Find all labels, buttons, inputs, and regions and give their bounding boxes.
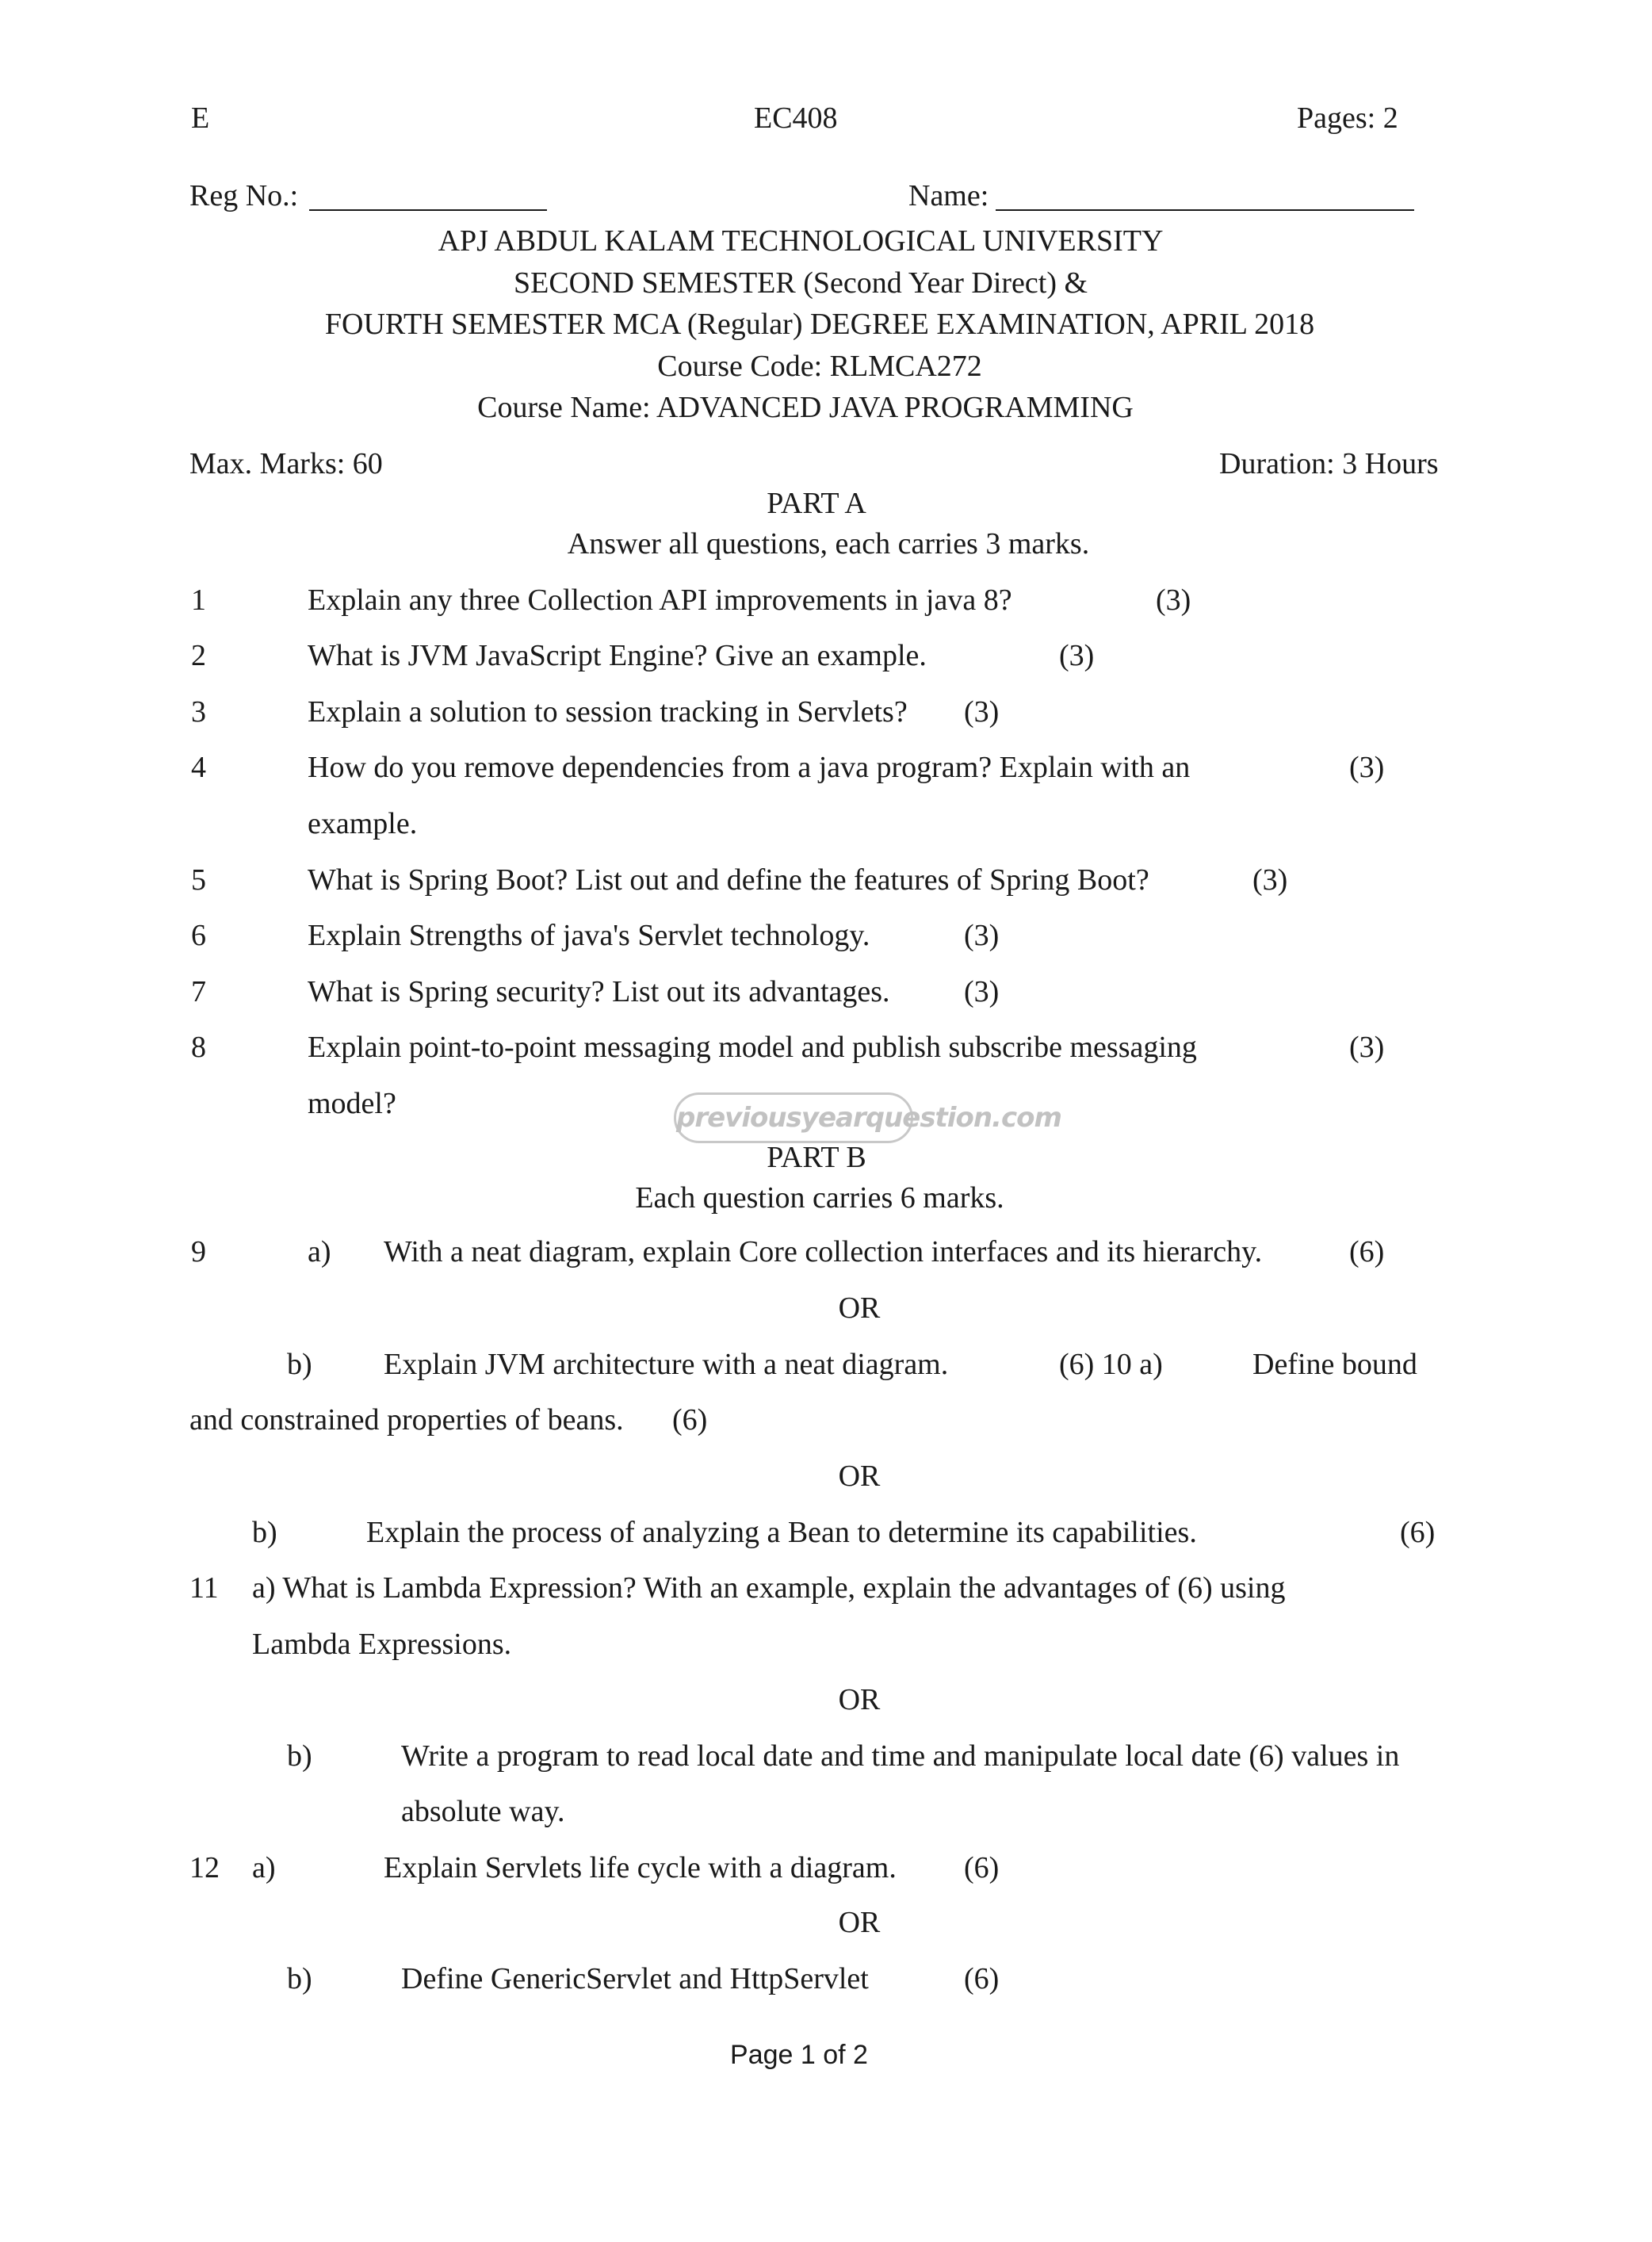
reg-no-field[interactable] [309, 209, 547, 211]
max-marks: Max. Marks: 60 [189, 447, 383, 480]
question-text: What is Spring Boot? List out and define the features of Spring Boot? [308, 863, 1149, 897]
name-field[interactable] [996, 209, 1414, 211]
question-marks: (6) [672, 1403, 708, 1437]
exam-title: FOURTH SEMESTER MCA (Regular) DEGREE EXAMINATION, APRIL 2018 [324, 308, 1315, 341]
name-label: Name: [908, 179, 989, 212]
question-text: Define bound [1252, 1348, 1417, 1381]
question-text: How do you remove dependencies from a java program? Explain with an [308, 751, 1191, 784]
question-number: 2 [191, 639, 206, 672]
exam-code: EC408 [754, 101, 838, 135]
question-text-continued: example. [308, 807, 418, 840]
pages-count: Pages: 2 [1297, 101, 1398, 135]
semester-line: SECOND SEMESTER (Second Year Direct) & [513, 266, 1088, 300]
question-text: Explain JVM architecture with a neat diagram. [384, 1348, 949, 1381]
question-text: What is Spring security? List out its advantages. [308, 975, 890, 1008]
part-b-title: PART B [767, 1141, 866, 1174]
question-text: Explain the process of analyzing a Bean to determine its capabilities. [366, 1516, 1197, 1549]
question-number: 8 [191, 1031, 206, 1064]
question-text: a) What is Lambda Expression? With an example, explain the advantages of (6) using [252, 1571, 1286, 1605]
reg-no-label: Reg No.: [189, 179, 299, 212]
question-marks: (6) [1349, 1235, 1385, 1268]
question-number: 3 [191, 695, 206, 729]
question-marks: (3) [964, 975, 1000, 1008]
question-text: Explain any three Collection API improvements in java 8? [308, 583, 1012, 617]
or-separator: OR [838, 1906, 881, 1939]
sub-question-label: b) [287, 1348, 312, 1381]
question-number: 5 [191, 863, 206, 897]
question-text-continued: and constrained properties of beans. [189, 1403, 624, 1437]
question-marks: (3) [964, 919, 1000, 952]
part-a-instruction: Answer all questions, each carries 3 marks. [567, 527, 1090, 560]
question-text: Write a program to read local date and time and manipulate local date (6) values in [401, 1739, 1400, 1773]
question-number: 1 [191, 583, 206, 617]
watermark-logo: previousyearquestion.com [674, 1092, 913, 1143]
page-number: Page 1 of 2 [730, 2040, 868, 2070]
question-text: Explain point-to-point messaging model and publish subscribe messaging [308, 1031, 1197, 1064]
question-marks: (3) [1349, 1031, 1385, 1064]
question-marks: (3) [964, 695, 1000, 729]
or-separator: OR [838, 1460, 881, 1493]
question-text: Explain a solution to session tracking in Servlets? [308, 695, 908, 729]
sub-question-label: a) [308, 1235, 331, 1268]
part-b-instruction: Each question carries 6 marks. [635, 1181, 1004, 1215]
question-text-continued: absolute way. [401, 1795, 565, 1828]
question-text: What is JVM JavaScript Engine? Give an example. [308, 639, 927, 672]
sub-question-label: b) [252, 1516, 277, 1549]
question-text: Explain Strengths of java's Servlet technology. [308, 919, 870, 952]
question-marks: (3) [1349, 751, 1385, 784]
question-number: 6 [191, 919, 206, 952]
question-marks: (3) [1252, 863, 1288, 897]
or-separator: OR [838, 1291, 881, 1325]
sub-question-label: b) [287, 1962, 312, 1995]
question-text: Define GenericServlet and HttpServlet [401, 1962, 869, 1995]
part-a-title: PART A [767, 487, 866, 520]
university-name: APJ ABDUL KALAM TECHNOLOGICAL UNIVERSITY [438, 224, 1164, 258]
question-text-continued: Lambda Expressions. [252, 1628, 512, 1661]
sub-question-label: a) [252, 1851, 276, 1884]
question-marks: (3) [1156, 583, 1191, 617]
question-marks: (6) [1400, 1516, 1436, 1549]
question-number: 4 [191, 751, 206, 784]
question-text-continued: model? [308, 1087, 396, 1120]
set-code: E [191, 101, 210, 135]
question-marks: (3) [1059, 639, 1095, 672]
question-number: 7 [191, 975, 206, 1008]
question-marks: (6) [964, 1851, 1000, 1884]
course-code: Course Code: RLMCA272 [657, 350, 982, 383]
question-marks: (6) 10 a) [1059, 1348, 1163, 1381]
or-separator: OR [838, 1683, 881, 1716]
question-number: 12 [189, 1851, 220, 1884]
question-marks: (6) [964, 1962, 1000, 1995]
question-number: 9 [191, 1235, 206, 1268]
course-name: Course Name: ADVANCED JAVA PROGRAMMING [477, 391, 1134, 424]
question-number: 11 [189, 1571, 219, 1605]
sub-question-label: b) [287, 1739, 312, 1773]
question-text: Explain Servlets life cycle with a diagram. [384, 1851, 897, 1884]
question-text: With a neat diagram, explain Core collection interfaces and its hierarchy. [384, 1235, 1263, 1268]
duration: Duration: 3 Hours [1219, 447, 1439, 480]
